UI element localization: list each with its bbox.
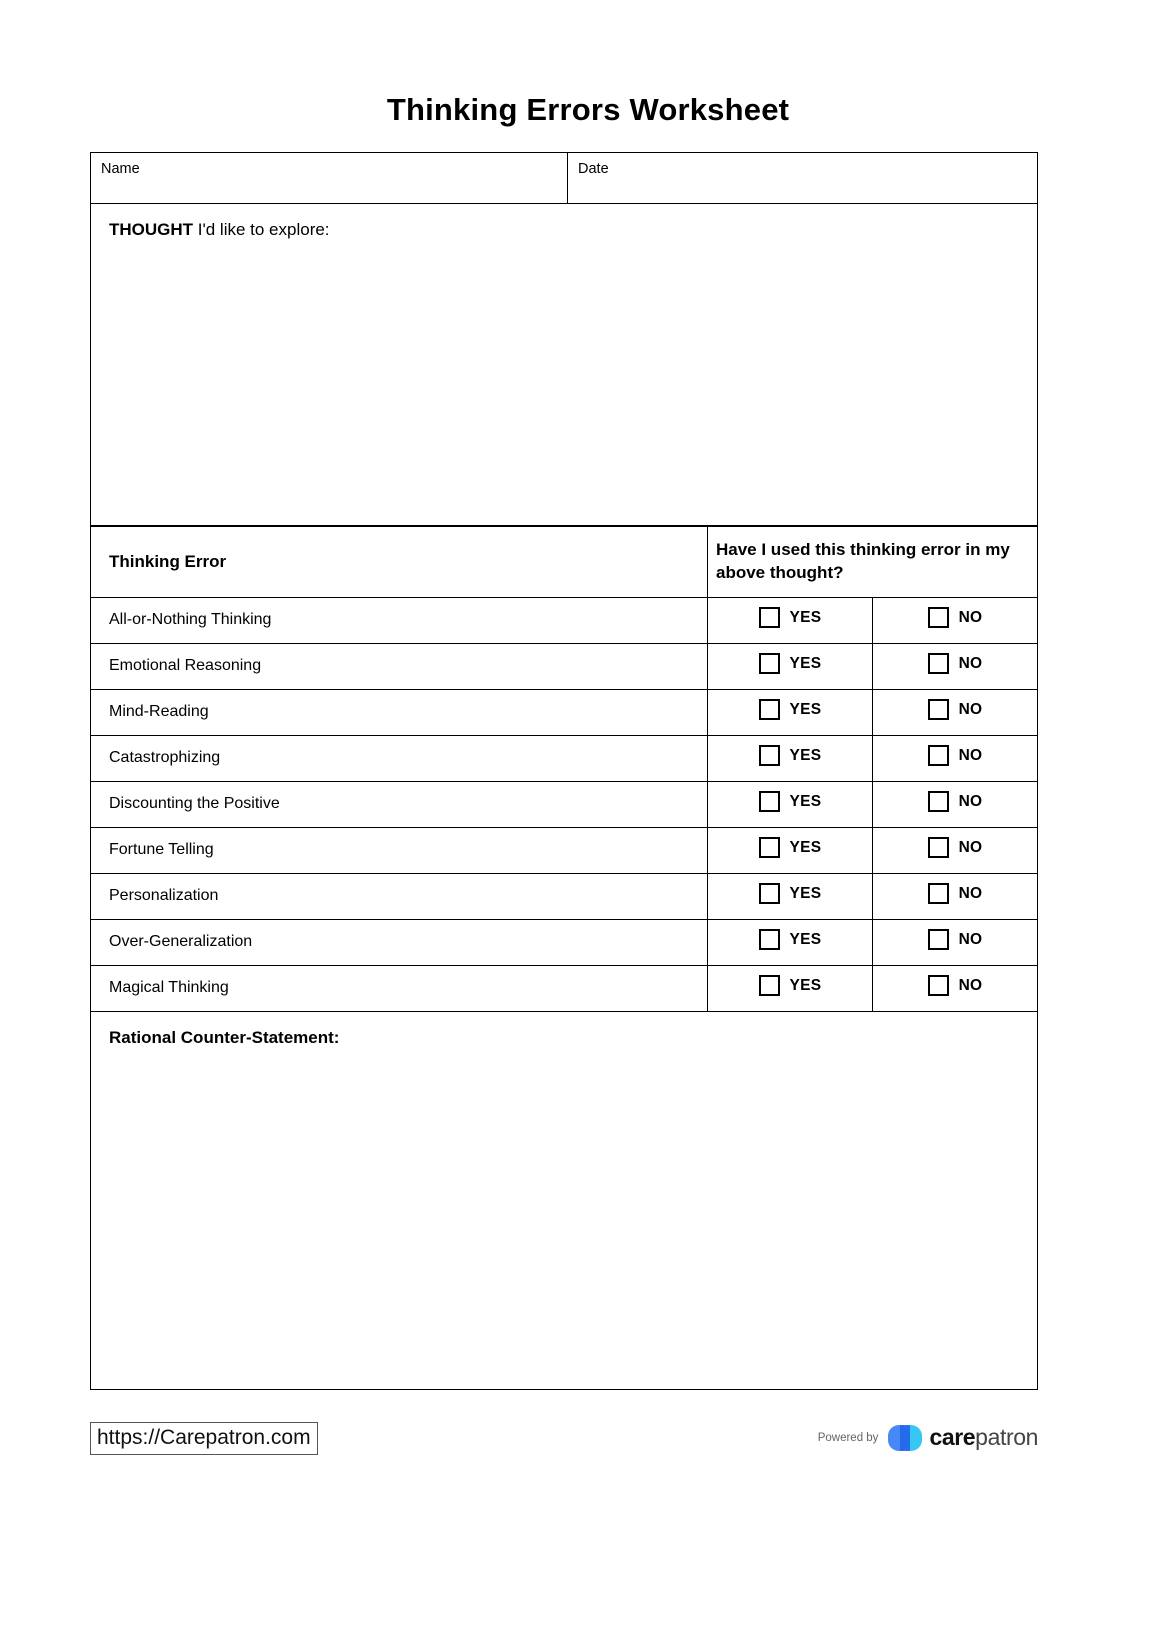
powered-by-block bbox=[818, 1424, 1038, 1451]
no-option-cell[interactable] bbox=[873, 597, 1038, 643]
table-row bbox=[91, 781, 1038, 827]
thinking-error-label: Fortune Telling bbox=[91, 827, 708, 873]
yes-label: YES bbox=[789, 608, 822, 626]
thinking-error-label: All-or-Nothing Thinking bbox=[91, 597, 708, 643]
yes-option-cell[interactable] bbox=[708, 919, 873, 965]
yes-option-cell[interactable] bbox=[708, 965, 873, 1011]
no-option-cell[interactable] bbox=[873, 643, 1038, 689]
yes-label: YES bbox=[789, 654, 822, 672]
yes-label: YES bbox=[789, 746, 822, 764]
yes-checkbox[interactable] bbox=[759, 929, 780, 950]
table-row bbox=[91, 689, 1038, 735]
no-option-cell[interactable] bbox=[873, 689, 1038, 735]
thinking-error-label: Discounting the Positive bbox=[91, 781, 708, 827]
no-label: NO bbox=[958, 654, 983, 672]
no-checkbox[interactable] bbox=[928, 791, 949, 812]
thinking-error-label: Emotional Reasoning bbox=[91, 643, 708, 689]
no-option-cell[interactable] bbox=[873, 965, 1038, 1011]
rational-counter-statement-area[interactable] bbox=[90, 1012, 1038, 1390]
brand-patron: patron bbox=[975, 1424, 1038, 1450]
yes-checkbox[interactable] bbox=[759, 883, 780, 904]
no-checkbox[interactable] bbox=[928, 699, 949, 720]
yes-label: YES bbox=[789, 930, 822, 948]
yes-option-cell[interactable] bbox=[708, 827, 873, 873]
carepatron-url-link[interactable]: https://Carepatron.com bbox=[90, 1422, 318, 1455]
yes-checkbox[interactable] bbox=[759, 975, 780, 996]
footer bbox=[90, 1422, 1038, 1462]
thinking-error-label: Magical Thinking bbox=[91, 965, 708, 1011]
page-title: Thinking Errors Worksheet bbox=[386, 92, 790, 127]
worksheet-body bbox=[90, 152, 1038, 1390]
yes-checkbox[interactable] bbox=[759, 745, 780, 766]
no-checkbox[interactable] bbox=[928, 653, 949, 674]
no-option-cell[interactable] bbox=[873, 781, 1038, 827]
no-label: NO bbox=[958, 608, 983, 626]
no-label: NO bbox=[958, 976, 983, 994]
yes-label: YES bbox=[789, 700, 822, 718]
yes-checkbox[interactable] bbox=[759, 607, 780, 628]
yes-option-cell[interactable] bbox=[708, 735, 873, 781]
yes-option-cell[interactable] bbox=[708, 873, 873, 919]
no-label: NO bbox=[958, 792, 983, 810]
no-option-cell[interactable] bbox=[873, 735, 1038, 781]
no-checkbox[interactable] bbox=[928, 975, 949, 996]
yes-checkbox[interactable] bbox=[759, 699, 780, 720]
no-label: NO bbox=[958, 930, 983, 948]
thinking-error-label: Catastrophizing bbox=[91, 735, 708, 781]
name-label: Name bbox=[101, 161, 140, 177]
table-row bbox=[91, 735, 1038, 781]
no-option-cell[interactable] bbox=[873, 827, 1038, 873]
yes-label: YES bbox=[789, 884, 822, 902]
yes-option-cell[interactable] bbox=[708, 689, 873, 735]
table-header-row bbox=[91, 527, 1038, 598]
no-option-cell[interactable] bbox=[873, 873, 1038, 919]
carepatron-logo bbox=[888, 1424, 1038, 1451]
table-row bbox=[91, 597, 1038, 643]
yes-option-cell[interactable] bbox=[708, 597, 873, 643]
table-row bbox=[91, 873, 1038, 919]
yes-label: YES bbox=[789, 838, 822, 856]
no-label: NO bbox=[958, 884, 983, 902]
no-checkbox[interactable] bbox=[928, 745, 949, 766]
carepatron-logo-icon bbox=[888, 1425, 922, 1451]
yes-checkbox[interactable] bbox=[759, 653, 780, 674]
thinking-error-label: Personalization bbox=[91, 873, 708, 919]
powered-by-label: Powered by bbox=[817, 1431, 879, 1444]
no-label: NO bbox=[958, 746, 983, 764]
no-option-cell[interactable] bbox=[873, 919, 1038, 965]
name-field[interactable] bbox=[91, 153, 568, 203]
no-checkbox[interactable] bbox=[928, 607, 949, 628]
thought-entry-area[interactable] bbox=[90, 204, 1038, 526]
table-row bbox=[91, 827, 1038, 873]
no-checkbox[interactable] bbox=[928, 883, 949, 904]
rational-counter-statement-label: Rational Counter-Statement: bbox=[109, 1027, 340, 1047]
no-checkbox[interactable] bbox=[928, 837, 949, 858]
name-date-row bbox=[90, 152, 1038, 204]
date-label: Date bbox=[578, 161, 609, 177]
yes-option-cell[interactable] bbox=[708, 781, 873, 827]
header-thinking-error: Thinking Error bbox=[91, 527, 708, 598]
yes-label: YES bbox=[789, 976, 822, 994]
thinking-errors-table bbox=[90, 526, 1038, 1012]
yes-checkbox[interactable] bbox=[759, 837, 780, 858]
table-row bbox=[91, 965, 1038, 1011]
header-used-question: Have I used this thinking error in my above thought? bbox=[708, 527, 1038, 598]
no-label: NO bbox=[958, 838, 983, 856]
thought-label bbox=[109, 220, 1019, 240]
yes-checkbox[interactable] bbox=[759, 791, 780, 812]
thinking-error-label: Mind-Reading bbox=[91, 689, 708, 735]
brand-care: care bbox=[929, 1424, 976, 1450]
date-field[interactable] bbox=[568, 153, 1037, 203]
yes-label: YES bbox=[789, 792, 822, 810]
yes-option-cell[interactable] bbox=[708, 643, 873, 689]
no-checkbox[interactable] bbox=[928, 929, 949, 950]
no-label: NO bbox=[958, 700, 983, 718]
carepatron-wordmark bbox=[929, 1424, 1038, 1451]
table-row bbox=[91, 643, 1038, 689]
table-row bbox=[91, 919, 1038, 965]
thought-label-bold: THOUGHT bbox=[109, 220, 194, 239]
thinking-error-label: Over-Generalization bbox=[91, 919, 708, 965]
thought-label-rest: I'd like to explore: bbox=[193, 220, 330, 239]
